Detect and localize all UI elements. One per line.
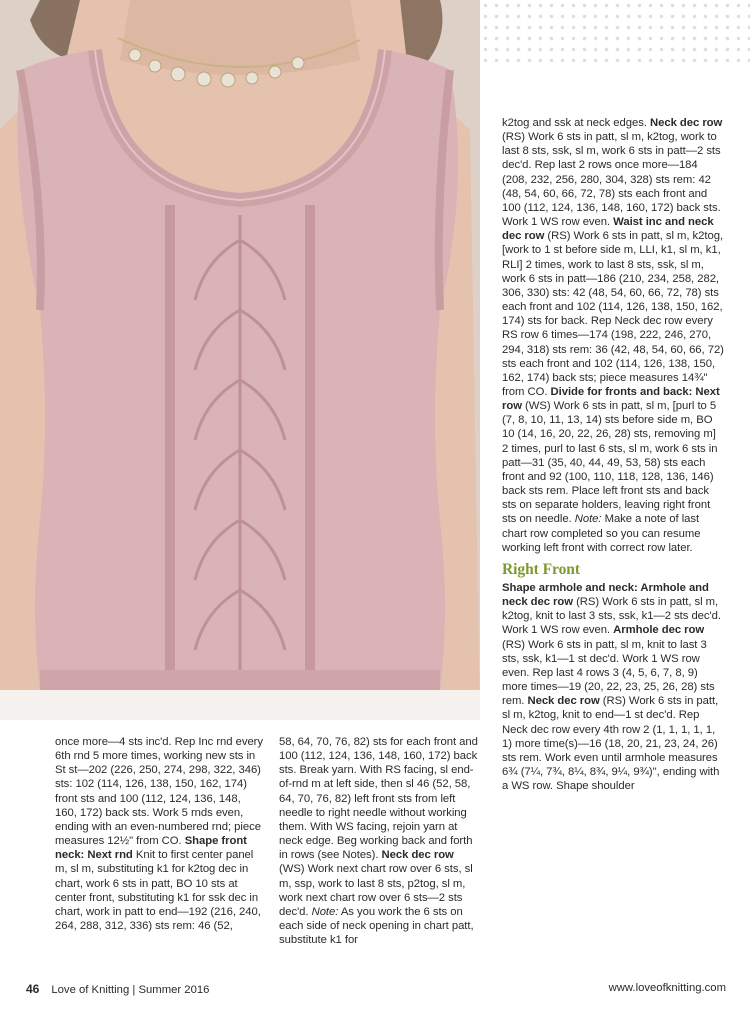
text-run: (RS) Work 6 sts in patt, sl m, k2tog, [work to 1 st before side m, LLI, k1, sl m, k1, RLI] 2 times, work to last 8 sts, ssk, sl m, work 6 sts in patt—186 (210, 234, 258, 282, 306, 330) sts: 42 (48, 54, 60, 66, 72, 78) sts each front and 102 (114, 126, 138, 150, 162, 174) sts for back. Rep Neck dec row every RS row 6 times—174 (198, 222, 246, 270, 294, 318) sts rem: 36 (42, 48, 54, 60, 66, 72) sts each front and 102 (114, 126, 138, 150, 162, 174) back sts; piece measures 14¾" from CO. bbox=[502, 230, 724, 398]
dot-pattern bbox=[480, 0, 750, 62]
text-run: k2tog and ssk at neck edges. bbox=[502, 117, 651, 129]
page-number: 46 bbox=[26, 982, 40, 996]
text-run: As you work the 6 sts on each side of neck opening in chart patt, substitute k1 for bbox=[279, 905, 474, 947]
issue-label: | Summer 2016 bbox=[129, 984, 210, 996]
bold-label: Shape front neck: Next rnd bbox=[55, 835, 247, 862]
bold-label: Shape armhole and neck: Armhole and neck dec row bbox=[502, 582, 709, 609]
text-run: (RS) Work 6 sts in patt, sl m, k2tog, knit to end—1 st dec'd. Rep Neck dec row every 4th row 2 (1, 1, 1, 1, 1, 1) more time(s)—16 (18, 20, 21, 23, 24, 26) sts rem. Work even until armhole measures 6¾ (7¼, 7¾, 8¼, 8¾, 9¼, 9¾)", ending with a WS row. Shape shoulder bbox=[502, 695, 720, 793]
sweater-illustration bbox=[0, 0, 480, 720]
bold-label: Divide for fronts and back: Next row bbox=[502, 385, 720, 413]
section-heading-right-front: Right Front bbox=[502, 560, 580, 578]
text-run: (RS) Work 6 sts in patt, sl m, k2tog, knit to last 3 sts, ssk, k1—2 sts dec'd. Work 1 WS row even. bbox=[502, 596, 721, 637]
text-run: once more—4 sts inc'd. Rep Inc rnd every 6th rnd 5 more times, working new sts in St st—202 (226, 250, 274, 298, 322, 346) sts: 102 (114, 126, 138, 150, 162, 174) front sts and 100 (112, 124, 136, 148, 160, 172) back sts. Work 5 rnds even, ending with an even-numbered rnd; piece measures 12½" from CO. bbox=[55, 736, 263, 848]
bold-label: Neck dec row bbox=[650, 117, 723, 129]
right-paragraph-2 bbox=[502, 581, 724, 793]
text-run: (WS) Work 6 sts in patt, sl m, [purl to 5 (7, 8, 10, 11, 13, 14) sts before side m, BO 10 (14, 16, 20, 22, 26, 28) sts, removing m] 2 times, purl to last 6 sts, sl m, work 6 sts in patt—31 (35, 40, 44, 49, 53, 58) sts each front and 92 (100, 110, 118, 128, 136, 146) back sts rem. Place left front sts and back sts on separate holders, leaving right front sts on needle. bbox=[502, 400, 718, 526]
text-run: (RS) Work 6 sts in patt, sl m, knit to last 3 sts, ssk, k1—1 st dec'd. Work 1 WS row even. Rep last 4 rows 3 (4, 5, 6, 7, 8, 9) more times—19 (20, 22, 23, 25, 26, 28) sts rem. bbox=[502, 638, 715, 708]
right-column-text bbox=[502, 116, 724, 793]
middle-column-text bbox=[279, 735, 479, 947]
text-run: 58, 64, 70, 76, 82) sts for each front and 100 (112, 124, 136, 148, 160, 172) back sts. Break yarn. With RS facing, sl end-of-rnd m at left side, then sl 46 (52, 58, 64, 70, 76, 82) left front sts from left needle to right needle without working them. With WS facing, rejoin yarn at neck edge. Beg working back and forth in rows (see Notes). bbox=[279, 736, 478, 862]
left-paragraph bbox=[55, 735, 265, 933]
text-run: Knit to first center panel m, sl m, substituting k1 for k2tog dec in chart, work 6 sts in patt, BO 10 sts at center front, substituting k1 for ssk dec in chart, work in patt to end—192 (216, 240, 264, 288, 312, 336) sts rem: 46 (52, bbox=[55, 849, 261, 933]
text-run: (RS) Work 6 sts in patt, sl m, k2tog, work to last 8 sts, ssk, sl m, work 6 sts in patt—2 sts dec'd. Rep last 2 rows once more—184 (208, 232, 256, 280, 304, 328) sts rem: 42 (48, 54, 60, 66, 72, 78) sts each front and 100 (112, 124, 136, 148, 160, 172) back sts. Work 1 WS row even. bbox=[502, 131, 721, 229]
magazine-name: Love of Knitting bbox=[51, 984, 130, 996]
website-url: www.loveofknitting.com bbox=[608, 982, 726, 994]
right-paragraph-1 bbox=[502, 116, 724, 555]
sweater-photo bbox=[0, 0, 480, 720]
bold-label: Armhole dec row bbox=[613, 624, 705, 637]
text-run: Make a note of last chart row completed so you can resume working left front with correct row later. bbox=[502, 513, 701, 554]
left-column-text bbox=[55, 735, 265, 933]
note-label: Note: bbox=[311, 905, 339, 918]
middle-paragraph bbox=[279, 735, 479, 947]
bold-label: Neck dec row bbox=[527, 695, 600, 708]
bold-label: Waist inc and neck dec row bbox=[502, 216, 714, 243]
text-run: (WS) Work next chart row over 6 sts, sl m, ssp, work to last 8 sts, p2tog, sl m, work next chart row over 6 sts—2 sts dec'd. bbox=[279, 863, 473, 918]
bold-label: Neck dec row bbox=[381, 849, 454, 862]
page-footer bbox=[26, 982, 726, 1000]
note-label: Note: bbox=[574, 513, 602, 526]
